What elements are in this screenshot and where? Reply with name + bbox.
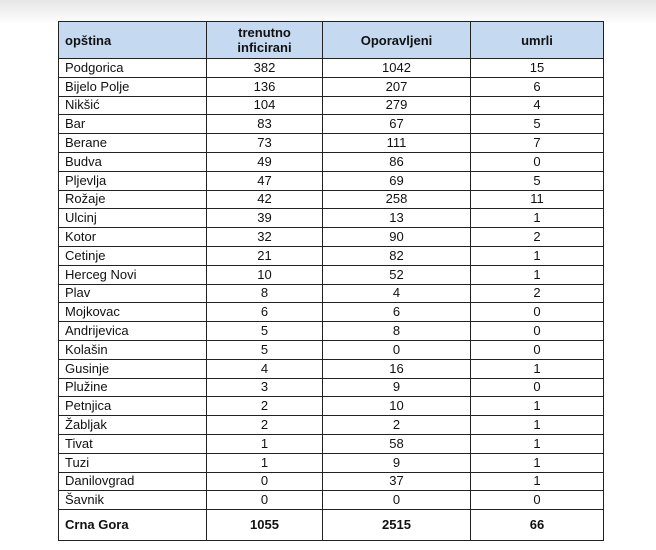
recovered-cell: 37 bbox=[323, 472, 471, 491]
recovered-cell: 258 bbox=[323, 190, 471, 209]
deaths-cell: 4 bbox=[471, 96, 604, 115]
deaths-cell: 1 bbox=[471, 359, 604, 378]
municipality-cell: Cetinje bbox=[59, 246, 207, 265]
municipality-cell: Kotor bbox=[59, 228, 207, 247]
municipality-cell: Herceg Novi bbox=[59, 265, 207, 284]
infected-cell: 0 bbox=[207, 491, 323, 510]
table-row bbox=[59, 115, 604, 134]
infected-cell: 2 bbox=[207, 397, 323, 416]
municipality-cell: Tuzi bbox=[59, 453, 207, 472]
municipality-cell: Ulcinj bbox=[59, 209, 207, 228]
recovered-cell: 4 bbox=[323, 284, 471, 303]
deaths-cell: 5 bbox=[471, 115, 604, 134]
deaths-cell: 0 bbox=[471, 322, 604, 341]
deaths-cell: 6 bbox=[471, 77, 604, 96]
recovered-cell: 279 bbox=[323, 96, 471, 115]
deaths-cell: 1 bbox=[471, 434, 604, 453]
infected-cell: 83 bbox=[207, 115, 323, 134]
infected-cell: 5 bbox=[207, 322, 323, 341]
table-row bbox=[59, 96, 604, 115]
table-row bbox=[59, 77, 604, 96]
total-deaths: 66 bbox=[471, 510, 604, 541]
table-row bbox=[59, 378, 604, 397]
table-row bbox=[59, 171, 604, 190]
recovered-cell: 0 bbox=[323, 340, 471, 359]
table-row bbox=[59, 472, 604, 491]
recovered-cell: 52 bbox=[323, 265, 471, 284]
infected-cell: 104 bbox=[207, 96, 323, 115]
table-row bbox=[59, 453, 604, 472]
recovered-cell: 9 bbox=[323, 378, 471, 397]
municipality-cell: Rožaje bbox=[59, 190, 207, 209]
table-row bbox=[59, 359, 604, 378]
table-row bbox=[59, 397, 604, 416]
table-total-row bbox=[59, 510, 604, 541]
total-label: Crna Gora bbox=[59, 510, 207, 541]
municipality-cell: Pljevlja bbox=[59, 171, 207, 190]
table-row bbox=[59, 491, 604, 510]
table-row bbox=[59, 284, 604, 303]
deaths-cell: 1 bbox=[471, 209, 604, 228]
infected-cell: 5 bbox=[207, 340, 323, 359]
municipality-cell: Berane bbox=[59, 134, 207, 153]
recovered-cell: 67 bbox=[323, 115, 471, 134]
municipality-cell: Plav bbox=[59, 284, 207, 303]
infected-cell: 136 bbox=[207, 77, 323, 96]
municipality-cell: Kolašin bbox=[59, 340, 207, 359]
infected-cell: 73 bbox=[207, 134, 323, 153]
infected-cell: 4 bbox=[207, 359, 323, 378]
infected-cell: 10 bbox=[207, 265, 323, 284]
deaths-cell: 0 bbox=[471, 152, 604, 171]
deaths-cell: 0 bbox=[471, 378, 604, 397]
infected-cell: 39 bbox=[207, 209, 323, 228]
infected-cell: 3 bbox=[207, 378, 323, 397]
municipality-cell: Petnjica bbox=[59, 397, 207, 416]
recovered-cell: 58 bbox=[323, 434, 471, 453]
table-row bbox=[59, 416, 604, 435]
table-header-row bbox=[59, 22, 604, 59]
deaths-cell: 1 bbox=[471, 397, 604, 416]
header-currently-infected: trenutno inficirani bbox=[207, 22, 323, 59]
table-row bbox=[59, 265, 604, 284]
deaths-cell: 1 bbox=[471, 246, 604, 265]
deaths-cell: 1 bbox=[471, 472, 604, 491]
recovered-cell: 0 bbox=[323, 491, 471, 510]
table-row bbox=[59, 434, 604, 453]
total-infected: 1055 bbox=[207, 510, 323, 541]
deaths-cell: 7 bbox=[471, 134, 604, 153]
municipality-cell: Podgorica bbox=[59, 59, 207, 78]
recovered-cell: 2 bbox=[323, 416, 471, 435]
infected-cell: 49 bbox=[207, 152, 323, 171]
recovered-cell: 1042 bbox=[323, 59, 471, 78]
deaths-cell: 0 bbox=[471, 303, 604, 322]
municipality-cell: Tivat bbox=[59, 434, 207, 453]
deaths-cell: 2 bbox=[471, 228, 604, 247]
recovered-cell: 13 bbox=[323, 209, 471, 228]
recovered-cell: 9 bbox=[323, 453, 471, 472]
table-row bbox=[59, 303, 604, 322]
deaths-cell: 0 bbox=[471, 491, 604, 510]
infected-cell: 42 bbox=[207, 190, 323, 209]
municipality-cell: Danilovgrad bbox=[59, 472, 207, 491]
deaths-cell: 1 bbox=[471, 453, 604, 472]
recovered-cell: 69 bbox=[323, 171, 471, 190]
header-municipality: opština bbox=[59, 22, 207, 59]
infected-cell: 32 bbox=[207, 228, 323, 247]
deaths-cell: 15 bbox=[471, 59, 604, 78]
infected-cell: 47 bbox=[207, 171, 323, 190]
header-deaths: umrli bbox=[471, 22, 604, 59]
infected-cell: 382 bbox=[207, 59, 323, 78]
table-row bbox=[59, 340, 604, 359]
deaths-cell: 0 bbox=[471, 340, 604, 359]
recovered-cell: 207 bbox=[323, 77, 471, 96]
table-row bbox=[59, 209, 604, 228]
recovered-cell: 8 bbox=[323, 322, 471, 341]
table-row bbox=[59, 322, 604, 341]
infected-cell: 0 bbox=[207, 472, 323, 491]
municipality-cell: Mojkovac bbox=[59, 303, 207, 322]
infected-cell: 6 bbox=[207, 303, 323, 322]
table-row bbox=[59, 59, 604, 78]
recovered-cell: 6 bbox=[323, 303, 471, 322]
covid-municipality-table bbox=[58, 21, 604, 541]
infected-cell: 21 bbox=[207, 246, 323, 265]
deaths-cell: 11 bbox=[471, 190, 604, 209]
recovered-cell: 10 bbox=[323, 397, 471, 416]
recovered-cell: 16 bbox=[323, 359, 471, 378]
infected-cell: 1 bbox=[207, 434, 323, 453]
infected-cell: 8 bbox=[207, 284, 323, 303]
municipality-cell: Budva bbox=[59, 152, 207, 171]
recovered-cell: 86 bbox=[323, 152, 471, 171]
municipality-cell: Bijelo Polje bbox=[59, 77, 207, 96]
municipality-cell: Andrijevica bbox=[59, 322, 207, 341]
table-row bbox=[59, 152, 604, 171]
deaths-cell: 5 bbox=[471, 171, 604, 190]
deaths-cell: 1 bbox=[471, 265, 604, 284]
infected-cell: 2 bbox=[207, 416, 323, 435]
recovered-cell: 111 bbox=[323, 134, 471, 153]
municipality-cell: Žabljak bbox=[59, 416, 207, 435]
table-row bbox=[59, 246, 604, 265]
municipality-cell: Gusinje bbox=[59, 359, 207, 378]
recovered-cell: 90 bbox=[323, 228, 471, 247]
table-row bbox=[59, 190, 604, 209]
header-recovered: Oporavljeni bbox=[323, 22, 471, 59]
table-row bbox=[59, 228, 604, 247]
municipality-cell: Plužine bbox=[59, 378, 207, 397]
deaths-cell: 1 bbox=[471, 416, 604, 435]
infected-cell: 1 bbox=[207, 453, 323, 472]
table-row bbox=[59, 134, 604, 153]
deaths-cell: 2 bbox=[471, 284, 604, 303]
municipality-cell: Nikšić bbox=[59, 96, 207, 115]
total-recovered: 2515 bbox=[323, 510, 471, 541]
municipality-cell: Šavnik bbox=[59, 491, 207, 510]
recovered-cell: 82 bbox=[323, 246, 471, 265]
municipality-cell: Bar bbox=[59, 115, 207, 134]
